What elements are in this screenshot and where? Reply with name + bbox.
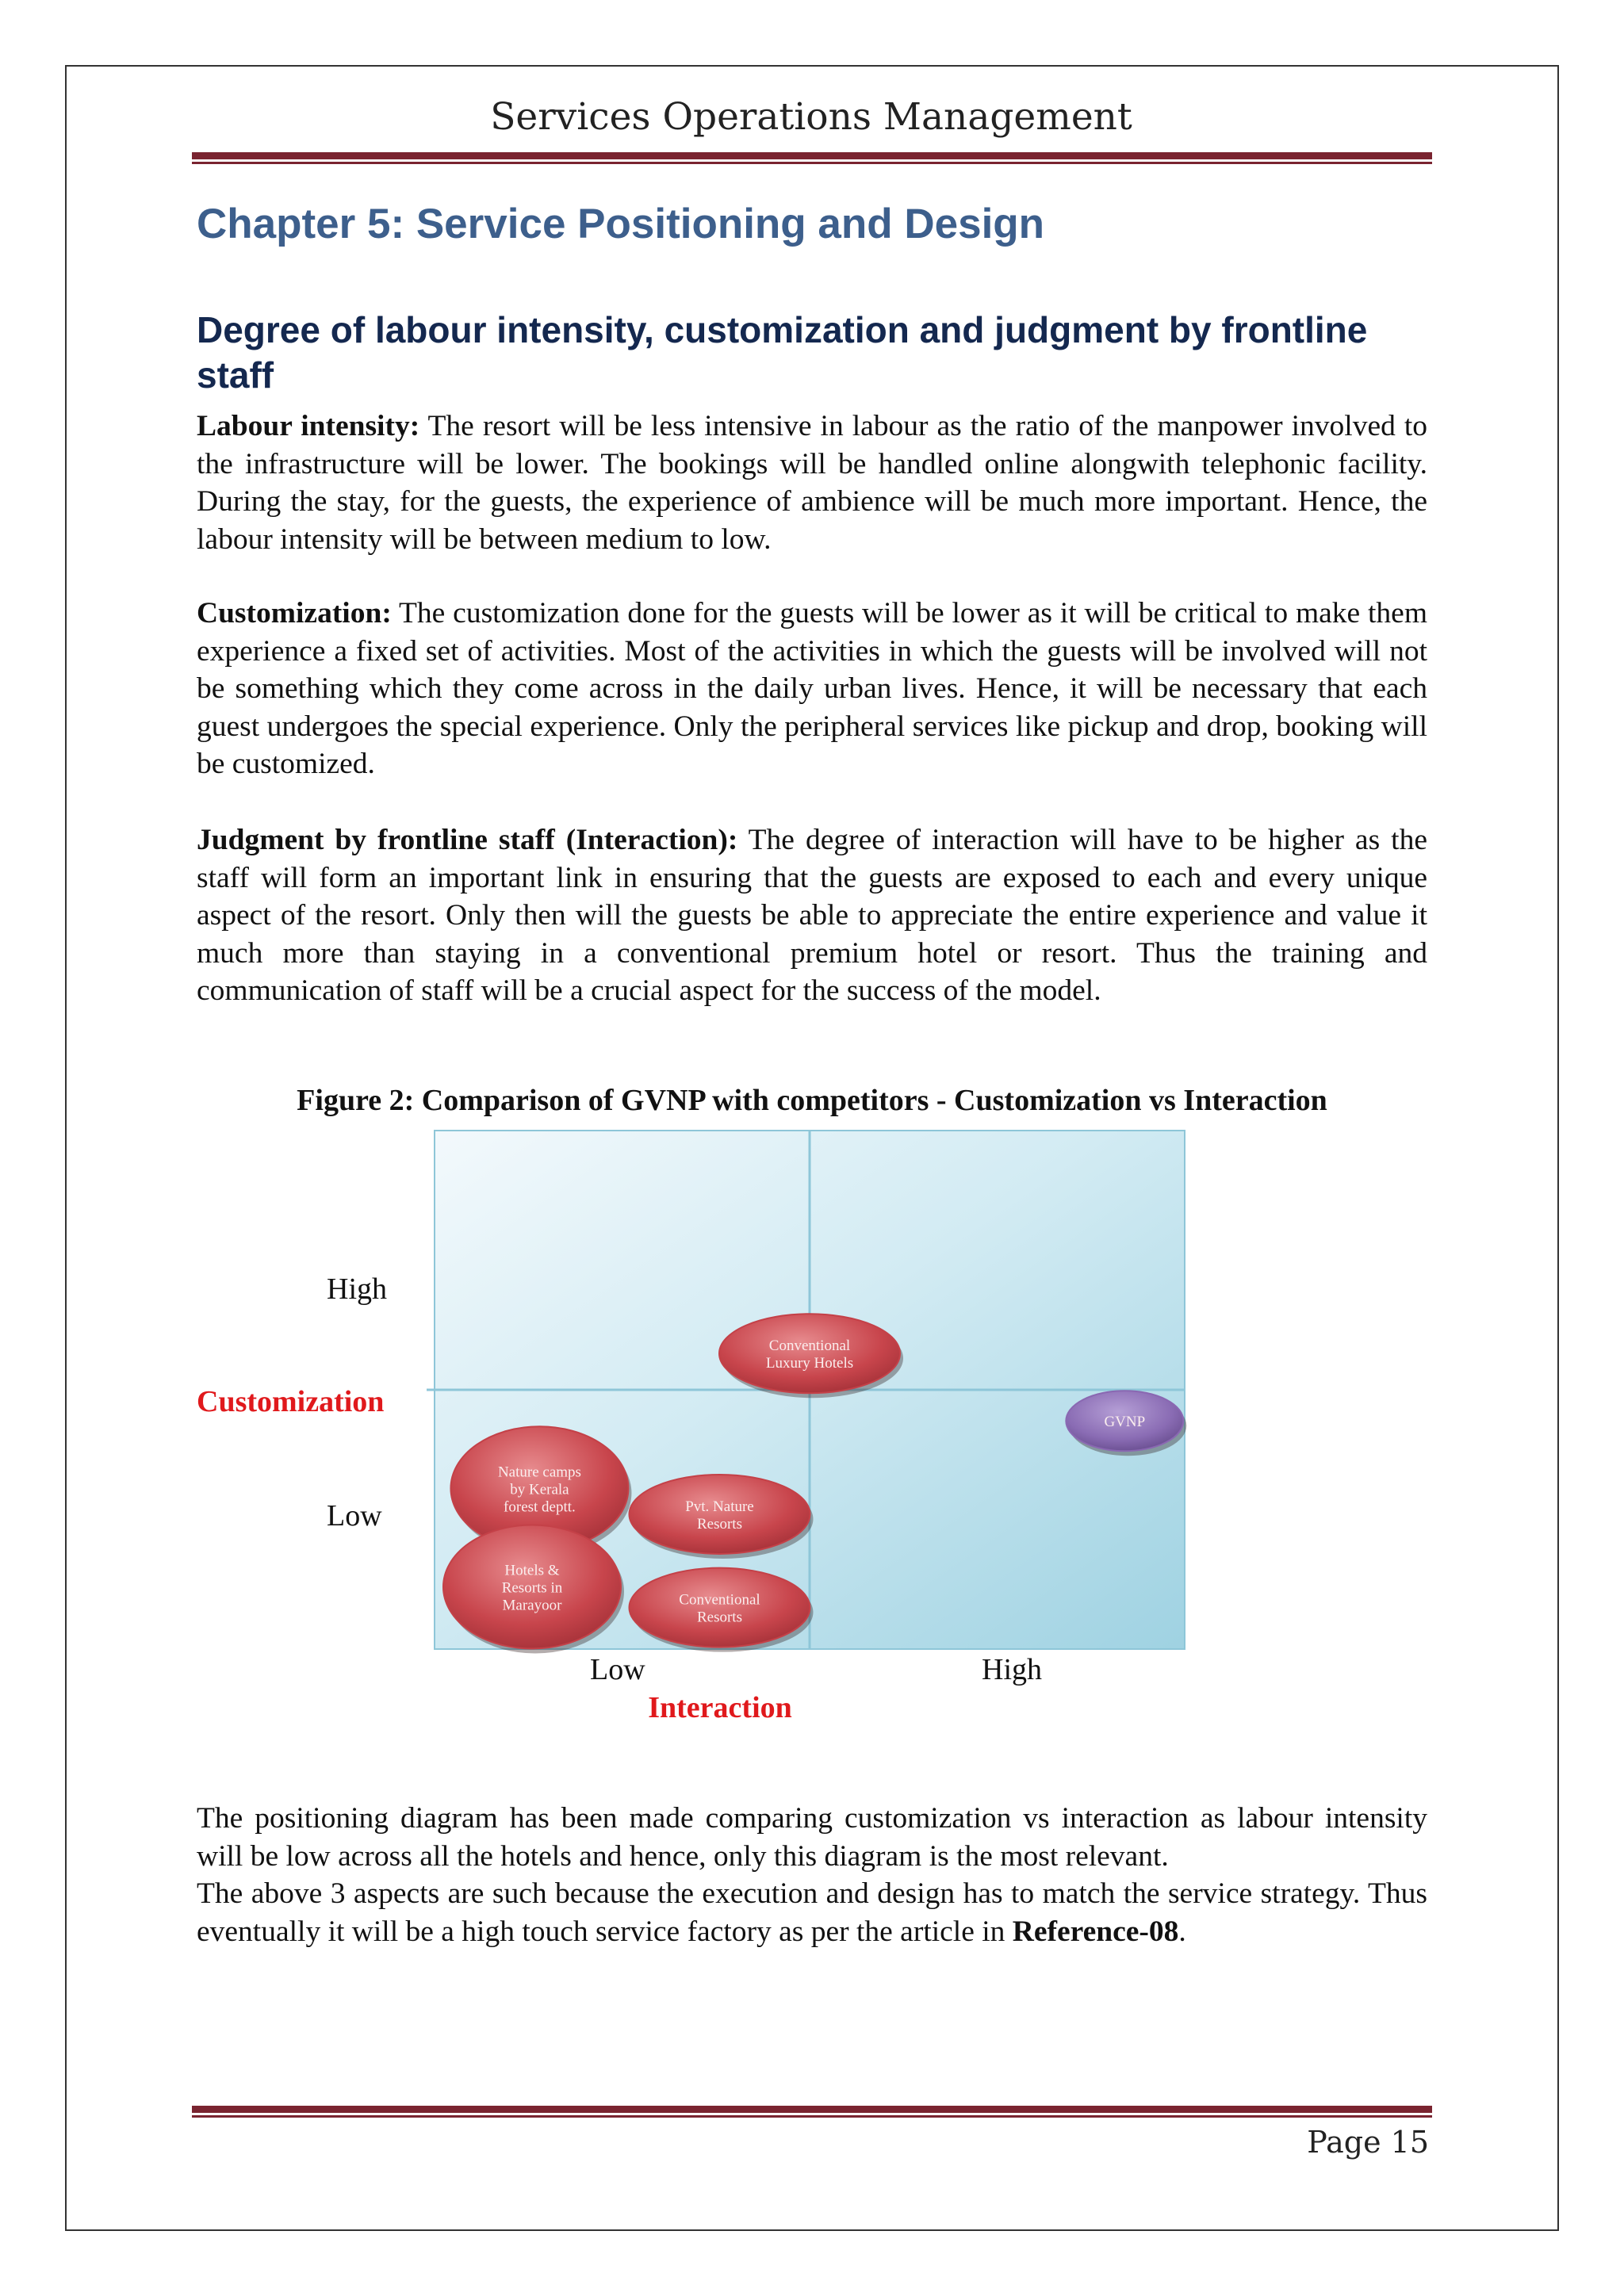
point-label-line: Luxury Hotels [765,1355,854,1372]
x-tick-low: Low [590,1653,645,1686]
judgment-text: The degree of interaction will have to be higher as the staff will form an important link in ensuring that the guests are exposed to each and every unique aspect of the resort. Only then will the guests be able to appreciate the entire experience and value it much more than staying in a conventional premium hotel or resort. Thus the training and communication of staff will be a crucial aspect for the success of the model. [197,824,1427,1007]
point-label-line: Resorts [696,1609,742,1626]
y-axis-label: Customization [197,1385,385,1418]
point-label-line: Hotels & [504,1562,560,1579]
running-header: Services Operations Management [490,95,1132,139]
point-conventional-resorts [629,1568,813,1652]
point-label-line: GVNP [1104,1414,1146,1431]
x-tick-high: High [982,1653,1042,1686]
header-rule [192,152,1432,164]
point-label-line: forest deptt. [504,1498,576,1516]
figure-caption: Figure 2: Comparison of GVNP with competitors - Customization vs Interaction [297,1084,1327,1117]
aspects-paragraph [197,1875,1427,1950]
y-tick-low: Low [327,1499,382,1533]
positioning-chart [190,1126,1237,1728]
positioning-chart-svg [190,1126,1237,1728]
point-label-line: Conventional [679,1591,760,1609]
point-label-line: Pvt. Nature [685,1498,754,1515]
point-pvt-nature-resorts [629,1475,813,1559]
point-label-line: Marayoor [502,1597,562,1614]
footer-rule [192,2106,1432,2118]
point-label-line: Conventional [768,1337,851,1355]
customization-label: Customization: [197,597,392,629]
aspects-text: The above 3 aspects are such because the execution and design has to match the service strategy. Thus eventually it will be a high touch service factory as per the article in [197,1877,1427,1948]
reference-label: Reference-08 [1012,1915,1179,1948]
chapter-title: Chapter 5: Service Positioning and Design [197,201,1045,247]
positioning-paragraph: The positioning diagram has been made comparing customization vs interaction as labour intensity will be low across all the hotels and hence, only this diagram is the most relevant. [197,1802,1427,1873]
judgment-label: Judgment by frontline staff (Interaction): [197,824,738,856]
customization-paragraph [197,595,1427,783]
customization-text: The customization done for the guests will be lower as it will be critical to make them experience a fixed set of activities. Most of the activities in which the guests will be involved will not be something which they come across in the daily urban lives. Hence, it will be necessary that each guest undergoes the special experience. Only the peripheral services like pickup and drop, booking will be customized. [197,597,1427,780]
y-tick-high: High [327,1272,387,1306]
point-label-line: Resorts [696,1515,742,1533]
point-label-line: Nature camps [497,1464,581,1481]
point-label-line: Resorts in [501,1579,563,1597]
section-heading: Degree of labour intensity, customization and judgment by frontline staff [197,309,1368,396]
page-number: Page 15 [1307,2125,1429,2160]
labour-intensity-text: The resort will be less intensive in labour as the ratio of the manpower involved to the infrastructure will be lower. The bookings will be handled online alongwith telephonic facility. During the stay, for the guests, the experience of ambience will be much more important. Hence, the labour intensity will be between medium to low. [197,410,1428,556]
x-axis-label: Interaction [648,1691,792,1724]
point-conventional-luxury-hotels [719,1314,903,1398]
labour-intensity-paragraph [197,408,1427,558]
labour-intensity-label: Labour intensity: [197,410,420,442]
judgment-paragraph [197,821,1427,1010]
reference-period: . [1178,1915,1186,1948]
point-label-line: by Kerala [510,1481,569,1498]
